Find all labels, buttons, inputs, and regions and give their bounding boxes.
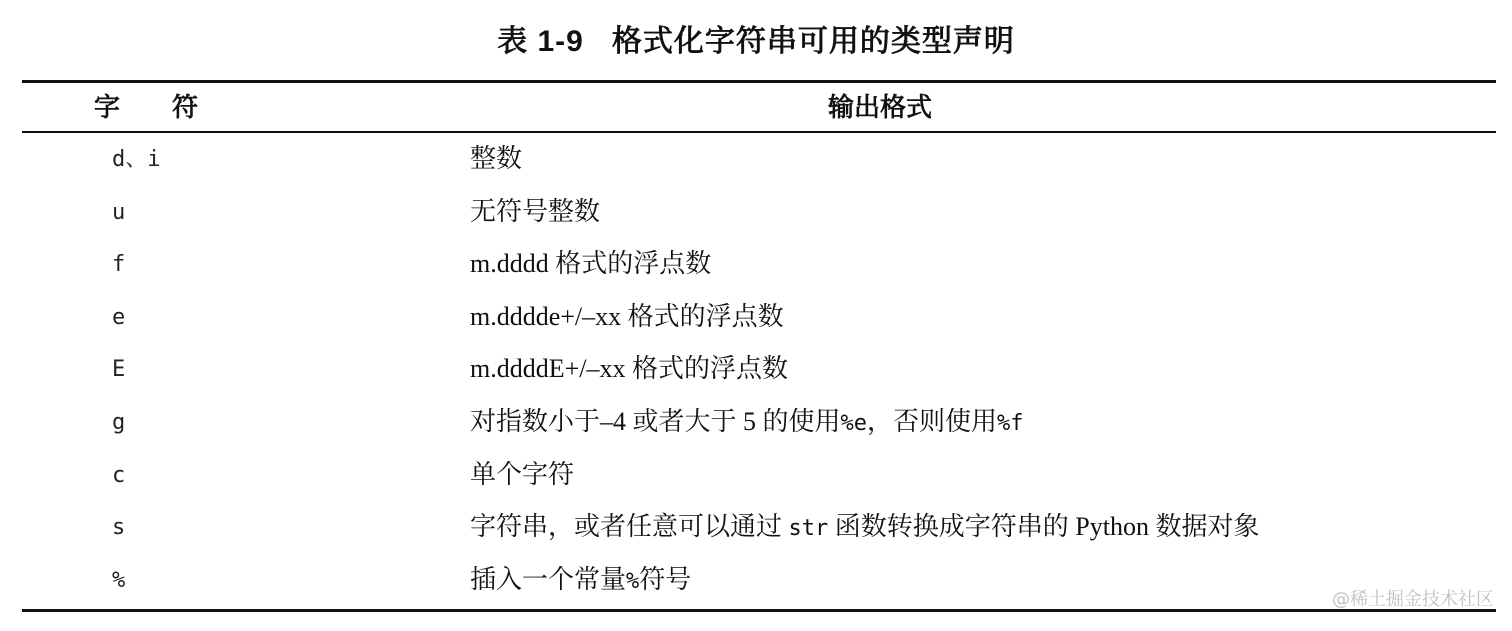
- format-code: %f: [997, 410, 1024, 436]
- table-row: [0, 508, 1512, 561]
- table-body: [0, 140, 1512, 613]
- table-row: [0, 298, 1512, 351]
- char-cell: E: [112, 357, 126, 383]
- bottom-rule: [22, 609, 1496, 612]
- table-row: [0, 456, 1512, 509]
- char-cell: d、i: [112, 147, 161, 172]
- char-cell: %: [112, 567, 126, 593]
- char-cell: u: [112, 199, 126, 225]
- format-text: 函数转换成字符串的 Python 数据对象: [828, 512, 1260, 542]
- format-cell: [470, 298, 784, 336]
- format-text: m.dddd 格式的浮点数: [470, 249, 712, 279]
- format-cell: [470, 350, 788, 388]
- format-text: 整数: [470, 144, 523, 173]
- format-text: 单个字符: [470, 459, 575, 489]
- format-text: m.ddddE+/–xx 格式的浮点数: [470, 354, 788, 384]
- table-row: [0, 403, 1512, 456]
- table-number: 表 1-9: [497, 25, 584, 58]
- format-cell: [470, 245, 711, 283]
- format-code: %e: [840, 410, 868, 436]
- format-text: 对指数小于–4 或者大于 5 的使用: [470, 406, 841, 436]
- table-caption: 格式化字符串可用的类型声明: [611, 24, 1015, 59]
- header-char: 字符: [94, 93, 251, 123]
- format-text: m.dddde+/–xx 格式的浮点数: [470, 301, 784, 331]
- format-code: str: [788, 516, 829, 542]
- format-text: 插入一个常量: [470, 564, 627, 594]
- format-text: 符号: [639, 564, 692, 594]
- char-cell: f: [112, 252, 126, 278]
- watermark: @稀土掘金技术社区: [1332, 589, 1494, 610]
- format-code: %: [626, 568, 640, 594]
- char-cell: e: [112, 304, 126, 330]
- char-cell: c: [112, 462, 126, 488]
- format-cell: [470, 561, 691, 601]
- header-rule: [22, 131, 1496, 133]
- format-cell: [470, 140, 522, 178]
- header-output-format: 输出格式: [828, 93, 933, 123]
- format-cell: [470, 193, 600, 231]
- format-text: 无符号整数: [470, 196, 601, 226]
- char-cell: s: [112, 515, 126, 541]
- table-row: [0, 350, 1512, 403]
- table-row: [0, 140, 1512, 193]
- format-cell: [470, 508, 1259, 548]
- format-text: ，否则使用: [867, 406, 998, 436]
- top-rule: [22, 80, 1496, 83]
- table-title: [0, 22, 1512, 62]
- char-cell: g: [112, 409, 126, 435]
- table-row: [0, 245, 1512, 298]
- format-cell: [470, 403, 1024, 443]
- format-text: 字符串，或者任意可以通过: [470, 512, 789, 542]
- table-row: [0, 561, 1512, 614]
- format-cell: [470, 456, 574, 494]
- table-row: [0, 193, 1512, 246]
